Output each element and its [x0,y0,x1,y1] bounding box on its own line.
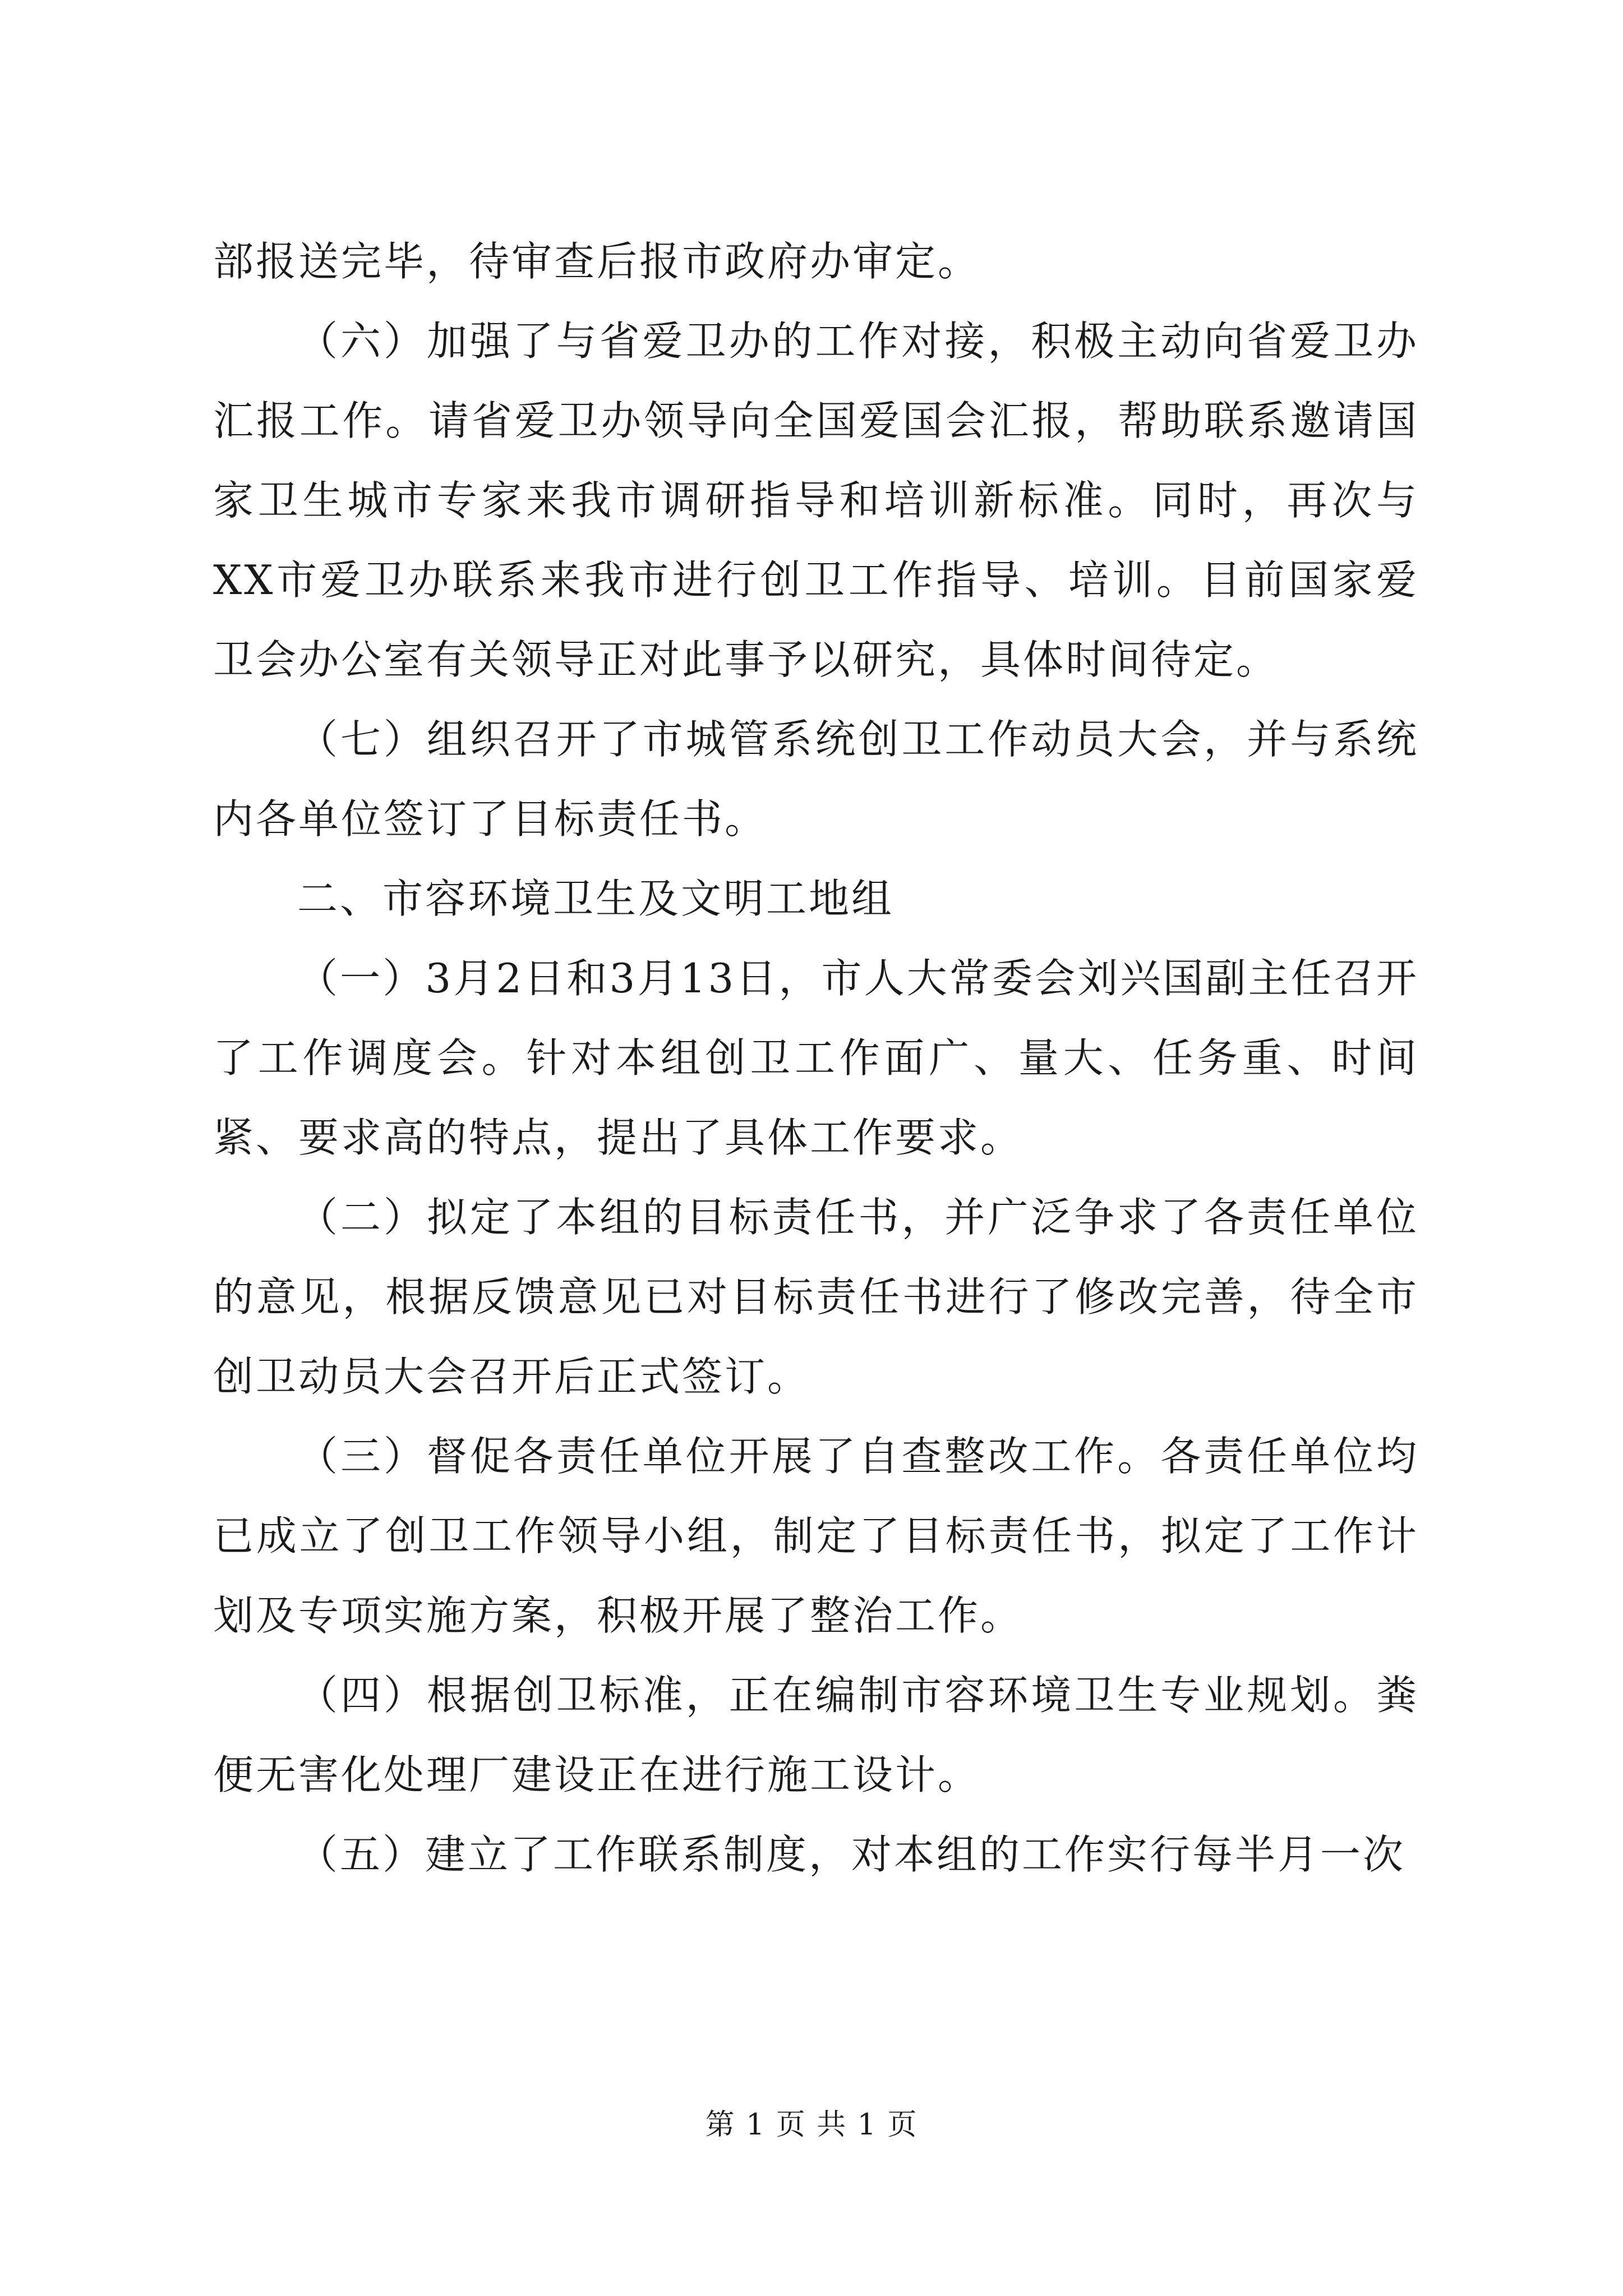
paragraph-item-six: （六）加强了与省爱卫办的工作对接，积极主动向省爱卫办汇报工作。请省爱卫办领导向全国爱国会汇报，帮助联系邀请国家卫生城市专家来我市调研指导和培训新标准。同时，再次与XX市爱卫办联系来我市进行创卫工作指导、培训。目前国家爱卫会办公室有关领导正对此事予以研究，具体时间待定。 [213,318,1419,683]
section-heading: 二、市容环境卫生及文明工地组 [297,875,895,922]
document-body [213,222,1419,1894]
paragraph-item-one: （一）3月2日和3月13日，市人大常委会刘兴国副主任召开了工作调度会。针对本组创卫工作面广、量大、任务重、时间紧、要求高的特点，提出了具体工作要求。 [213,955,1419,1161]
paragraph-item-four: （四）根据创卫标准，正在编制市容环境卫生专业规划。粪便无害化处理厂建设正在进行施工设计。 [213,1672,1419,1798]
paragraph-item-three: （三）督促各责任单位开展了自查整改工作。各责任单位均已成立了创卫工作领导小组，制定了目标责任书，拟定了工作计划及专项实施方案，积极开展了整治工作。 [213,1433,1419,1639]
paragraph-item-five: （五）建立了工作联系制度，对本组的工作实行每半月一次 [297,1831,1406,1878]
paragraph-item-seven: （七）组织召开了市城管系统创卫工作动员大会，并与系统内各单位签订了目标责任书。 [213,716,1419,843]
paragraph-continuation: 部报送完毕，待审查后报市政府办审定。 [213,238,981,285]
paragraph-item-two: （二）拟定了本组的目标责任书，并广泛争求了各责任单位的意见，根据反馈意见已对目标责任书进行了修改完善，待全市创卫动员大会召开后正式签订。 [213,1194,1419,1400]
page-number-footer: 第 1 页 共 1 页 [705,2108,918,2142]
